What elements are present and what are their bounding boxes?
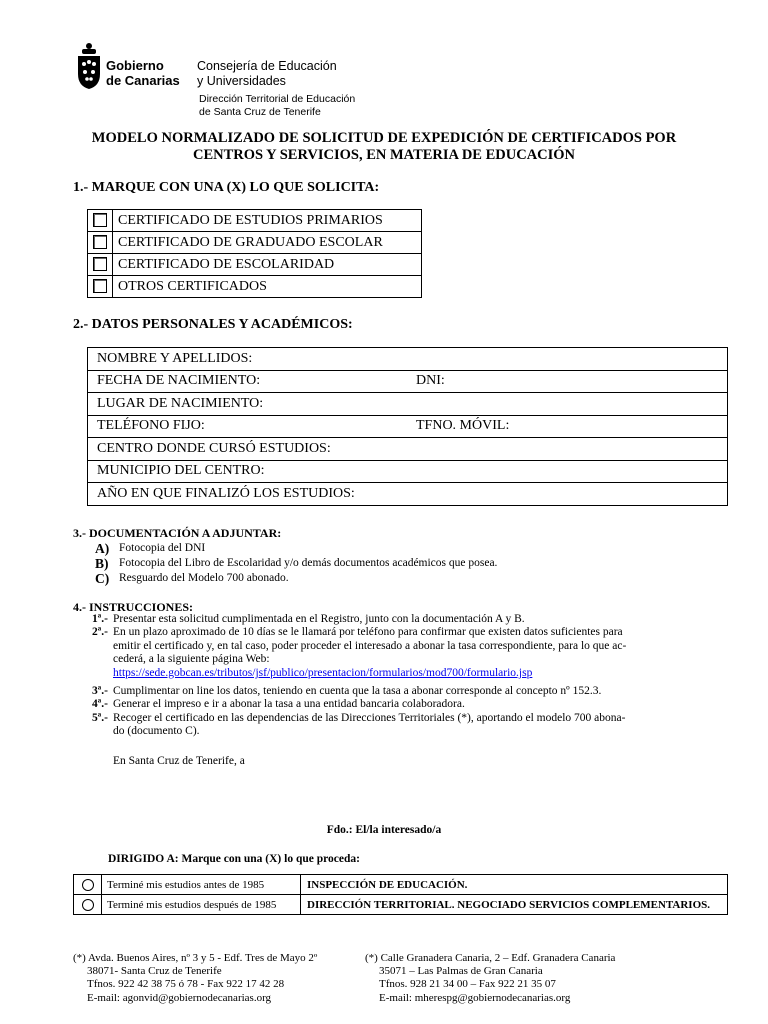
instruction-number: 1ª.- xyxy=(92,613,108,625)
footer-line: E-mail: agonvid@gobiernodecanarias.org xyxy=(87,991,272,1004)
checkbox-graduado-escolar[interactable] xyxy=(93,235,107,249)
dirigido-heading: DIRIGIDO A: Marque con una (X) lo que proceda: xyxy=(108,853,360,865)
consejeria-line1: Consejería de Educación xyxy=(197,59,337,73)
checkbox-escolaridad[interactable] xyxy=(93,257,107,271)
instruction-item xyxy=(92,712,712,739)
footer-address-tenerife xyxy=(73,952,317,1005)
title-line1: MODELO NORMALIZADO DE SOLICITUD DE EXPEDICIÓN DE CERTIFICADOS POR xyxy=(91,130,677,146)
certificate-option-row xyxy=(88,232,422,254)
logo-wordmark xyxy=(106,58,180,88)
instruction-number: 2ª.- xyxy=(92,626,108,639)
signature-label: Fdo.: El/la interesado/a xyxy=(326,824,442,836)
instruction-item xyxy=(92,626,712,680)
direccion-line2: de Santa Cruz de Tenerife xyxy=(199,106,321,118)
field-nombre[interactable]: NOMBRE Y APELLIDOS: xyxy=(88,348,728,371)
footer-line: 35071 – Las Palmas de Gran Canaria xyxy=(379,965,543,978)
instructions-list xyxy=(92,613,712,739)
instruction-text: Cumplimentar on line los datos, teniendo en cuenta que la tasa a abonar corresponde al concepto nº 152.3. xyxy=(113,685,602,698)
direccion-name xyxy=(199,93,355,119)
instruction-line: Recoger el certificado en las dependencias de las Direcciones Territoriales (*), aportando el modelo 700 abona- xyxy=(113,711,626,724)
instruction-number: 3ª.- xyxy=(92,685,108,698)
destination-condition: Terminé mis estudios después de 1985 xyxy=(102,895,301,915)
instruction-number: 4ª.- xyxy=(92,698,108,711)
field-telefono-fijo[interactable]: TELÉFONO FIJO: xyxy=(88,415,408,438)
instruction-text xyxy=(113,626,712,680)
radio-antes-1985[interactable] xyxy=(82,879,94,891)
item-letter: C) xyxy=(95,571,110,586)
instruction-line: do (documento C). xyxy=(113,725,200,738)
footer-address-gran-canaria xyxy=(365,952,615,1005)
destination-table xyxy=(73,874,728,915)
modelo700-link[interactable]: https://sede.gobcan.es/tributos/jsf/publico/presentacion/formularios/mod700/formulario.jsp xyxy=(113,666,533,679)
list-item xyxy=(95,571,497,586)
footer-line: (*) Avda. Buenos Aires, nº 3 y 5 - Edf. Tres de Mayo 2º xyxy=(73,952,318,964)
destination-name: DIRECCIÓN TERRITORIAL. NEGOCIADO SERVICIOS COMPLEMENTARIOS. xyxy=(301,895,728,915)
field-lugar-nacimiento[interactable]: LUGAR DE NACIMIENTO: xyxy=(88,393,728,416)
certificate-option-row xyxy=(88,210,422,232)
instruction-text: Presentar esta solicitud cumplimentada en el Registro, junto con la documentación A y B. xyxy=(113,613,525,625)
checkbox-otros-certificados[interactable] xyxy=(93,279,107,293)
field-dni[interactable]: DNI: xyxy=(407,370,728,393)
instruction-text: Generar el impreso e ir a abonar la tasa a una entidad bancaria colaboradora. xyxy=(113,698,465,711)
radio-despues-1985[interactable] xyxy=(82,899,94,911)
field-anio-fin[interactable]: AÑO EN QUE FINALIZÓ LOS ESTUDIOS: xyxy=(88,483,728,506)
destination-row xyxy=(74,875,728,895)
logo-line1: Gobierno xyxy=(106,58,164,73)
section4-heading: 4.- INSTRUCCIONES: xyxy=(73,600,194,614)
destination-row xyxy=(74,895,728,915)
instruction-line: En un plazo aproximado de 10 días se le llamará por teléfono para confirmar que existen datos suficientes para xyxy=(113,626,623,639)
instruction-item xyxy=(92,613,712,626)
instruction-line: emitir el certificado y, en tal caso, poder proceder el interesado a abonar la tasa correspondiente, para lo que ac- xyxy=(113,639,627,652)
field-centro[interactable]: CENTRO DONDE CURSÓ ESTUDIOS: xyxy=(88,438,728,461)
gobierno-de-canarias-crest-icon xyxy=(76,42,102,90)
section1-heading: 1.- MARQUE CON UNA (X) LO QUE SOLICITA: xyxy=(73,180,380,195)
option-label: OTROS CERTIFICADOS xyxy=(113,276,422,298)
option-label: CERTIFICADO DE GRADUADO ESCOLAR xyxy=(113,232,422,254)
field-fecha-nacimiento[interactable]: FECHA DE NACIMIENTO: xyxy=(88,370,408,393)
item-text: Fotocopia del DNI xyxy=(119,542,206,554)
instruction-line: cederá, a la siguiente página Web: xyxy=(113,653,270,666)
list-item xyxy=(95,556,497,571)
consejeria-name xyxy=(197,59,337,89)
item-letter: A) xyxy=(95,541,110,556)
item-text: Resguardo del Modelo 700 abonado. xyxy=(119,572,289,584)
document-title xyxy=(60,130,708,164)
footer-line: E-mail: mherespg@gobiernodecanarias.org xyxy=(379,991,571,1004)
instruction-number: 5ª.- xyxy=(92,711,108,724)
direccion-line1: Dirección Territorial de Educación xyxy=(199,93,356,105)
footer-line: (*) Calle Granadera Canaria, 2 – Edf. Granadera Canaria xyxy=(365,952,616,964)
option-label: CERTIFICADO DE ESCOLARIDAD xyxy=(113,254,422,276)
item-letter: B) xyxy=(95,556,109,571)
footer-line: Tfnos. 922 42 38 75 ó 78 - Fax 922 17 42 28 xyxy=(87,978,285,991)
instruction-item xyxy=(92,698,712,711)
certificate-option-row xyxy=(88,276,422,298)
list-item xyxy=(95,541,497,556)
option-label: CERTIFICADO DE ESTUDIOS PRIMARIOS xyxy=(113,210,422,232)
field-movil[interactable]: TFNO. MÓVIL: xyxy=(407,415,728,438)
section3-heading: 3.- DOCUMENTACIÓN A ADJUNTAR: xyxy=(73,526,282,540)
destination-name: INSPECCIÓN DE EDUCACIÓN. xyxy=(301,875,728,895)
consejeria-line2: y Universidades xyxy=(197,74,286,88)
instruction-item xyxy=(92,685,712,698)
destination-condition: Terminé mis estudios antes de 1985 xyxy=(102,875,301,895)
certificate-option-row xyxy=(88,254,422,276)
checkbox-estudios-primarios[interactable] xyxy=(93,213,107,227)
personal-data-table[interactable] xyxy=(87,347,728,506)
section2-heading: 2.- DATOS PERSONALES Y ACADÉMICOS: xyxy=(73,317,353,332)
footer-line: Tfnos. 928 21 34 00 – Fax 922 21 35 07 xyxy=(379,978,556,991)
footer-line: 38071- Santa Cruz de Tenerife xyxy=(87,965,222,978)
item-text: Fotocopia del Libro de Escolaridad y/o demás documentos académicos que posea. xyxy=(119,557,498,569)
field-municipio[interactable]: MUNICIPIO DEL CENTRO: xyxy=(88,460,728,483)
title-line2: CENTROS Y SERVICIOS, EN MATERIA DE EDUCACIÓN xyxy=(192,147,576,163)
documents-list xyxy=(95,541,497,586)
logo-line2: de Canarias xyxy=(106,73,180,88)
place-date-line: En Santa Cruz de Tenerife, a xyxy=(113,755,245,767)
instruction-text xyxy=(113,712,712,739)
certificate-options-table xyxy=(87,209,422,298)
